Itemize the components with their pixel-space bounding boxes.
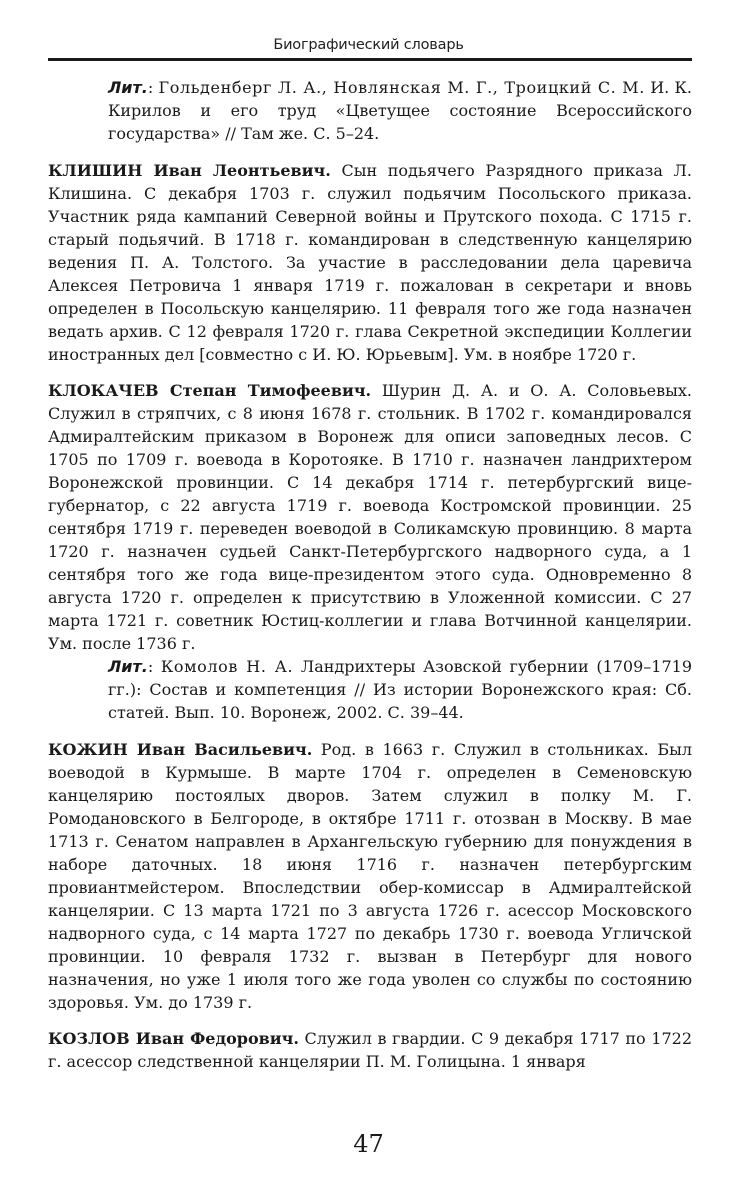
entry-klokachev (48, 379, 692, 655)
entry-name: КОЖИН Иван Васильевич. (48, 740, 313, 759)
literature-label: Лит. (108, 78, 148, 97)
literature-reference (48, 655, 692, 724)
entry-klishin (48, 159, 692, 366)
literature-separator: : (147, 78, 159, 97)
literature-text: Ландрихтеры Азовской губернии (1709–1719 гг.): Состав и компетенция // Из истории Воронежского края: Сб. статей. Вып. 10. Воронеж, 2002. С. 39–44. (108, 657, 693, 722)
entry-name: КЛИШИН Иван Леонтьевич. (48, 161, 331, 180)
page-content (48, 76, 692, 1086)
entry-kozlov (48, 1027, 692, 1073)
header-rule (48, 58, 692, 61)
literature-separator: : (147, 657, 161, 676)
entry-text: Служил в гвардии. С 9 декабря 1717 по 1722 г. асессор следственной канцелярии П. М. Голицына. 1 января (48, 1029, 692, 1071)
literature-authors: Комолов Н. А. (160, 657, 294, 676)
entry-name: КОЗЛОВ Иван Федорович. (48, 1029, 299, 1048)
literature-label: Лит. (108, 657, 148, 676)
literature-authors: Гольденберг Л. А., Новлянская М. Г., Троицкий С. М. (158, 78, 645, 97)
entry-kozhin (48, 738, 692, 1014)
page-number: 47 (353, 1130, 384, 1158)
literature-reference (48, 76, 692, 145)
entry-text: Шурин Д. А. и О. А. Соловьевых. Служил в стряпчих, с 8 июня 1678 г. стольник. В 1702 г. командировался Адмиралтейским приказом в Воронеж для описи заповедных лесов. С 1705 по 1709 г. воевода в Коротояке. В 1710 г. назначен ландрихтером Воронежской провинции. С 14 декабря 1714 г. петербургский вице-губернатор, с 22 августа 1719 г. воевода Костромской провинции. 25 сентября 1719 г. переведен воеводой в Соликамскую провинцию. 8 марта 1720 г. назначен судьей Санкт-Петербургского надворного суда, а 1 сентября того же года вице-президентом этого суда. Одновременно 8 августа 1720 г. определен к присутствию в Уложенной комиссии. С 27 марта 1721 г. советник Юстиц-коллегии и глава Вотчинной канцелярии. Ум. после 1736 г. (48, 381, 692, 653)
literature-text: И. К. Кирилов и его труд «Цветущее состояние Всероссийского государства» // Там же. С. 5–24. (108, 78, 692, 143)
entry-text: Род. в 1663 г. Служил в стольниках. Был воеводой в Курмыше. В марте 1704 г. определен в Семеновскую канцелярию постоялых дворов. Затем служил в полку М. Г. Ромодановского в Белгороде, в октябре 1711 г. отозван в Москву. В мае 1713 г. Сенатом направлен в Архангельскую губернию для понуждения в наборе даточных. 18 июня 1716 г. назначен петербургским провиантмейстером. Впоследствии обер-комиссар в Адмиралтейской канцелярии. С 13 марта 1721 по 3 августа 1726 г. асессор Московского надворного суда, с 14 марта 1727 по декабрь 1730 г. воевода Угличской провинции. 10 февраля 1732 г. вызван в Петербург для нового назначения, но уже 1 июля того же года уволен со службы по состоянию здоровья. Ум. до 1739 г. (48, 740, 692, 1012)
entry-text: Сын подьячего Разрядного приказа Л. Клишина. С декабря 1703 г. служил подьячим Посольского приказа. Участник ряда кампаний Северной войны и Прутского похода. С 1715 г. старый подьячий. В 1718 г. командирован в следственную канцелярию ведения П. А. Толстого. За участие в расследовании дела царевича Алексея Петровича 1 января 1719 г. пожалован в секретари и вновь определен в Посольскую канцелярию. 11 февраля того же года назначен ведать архив. С 12 февраля 1720 г. глава Секретной экспедиции Коллегии иностранных дел [совместно с И. Ю. Юрьевым]. Ум. в ноябре 1720 г. (48, 161, 692, 364)
running-header: Биографический словарь (273, 37, 464, 53)
entry-name: КЛОКАЧЕВ Степан Тимофеевич. (48, 381, 372, 400)
